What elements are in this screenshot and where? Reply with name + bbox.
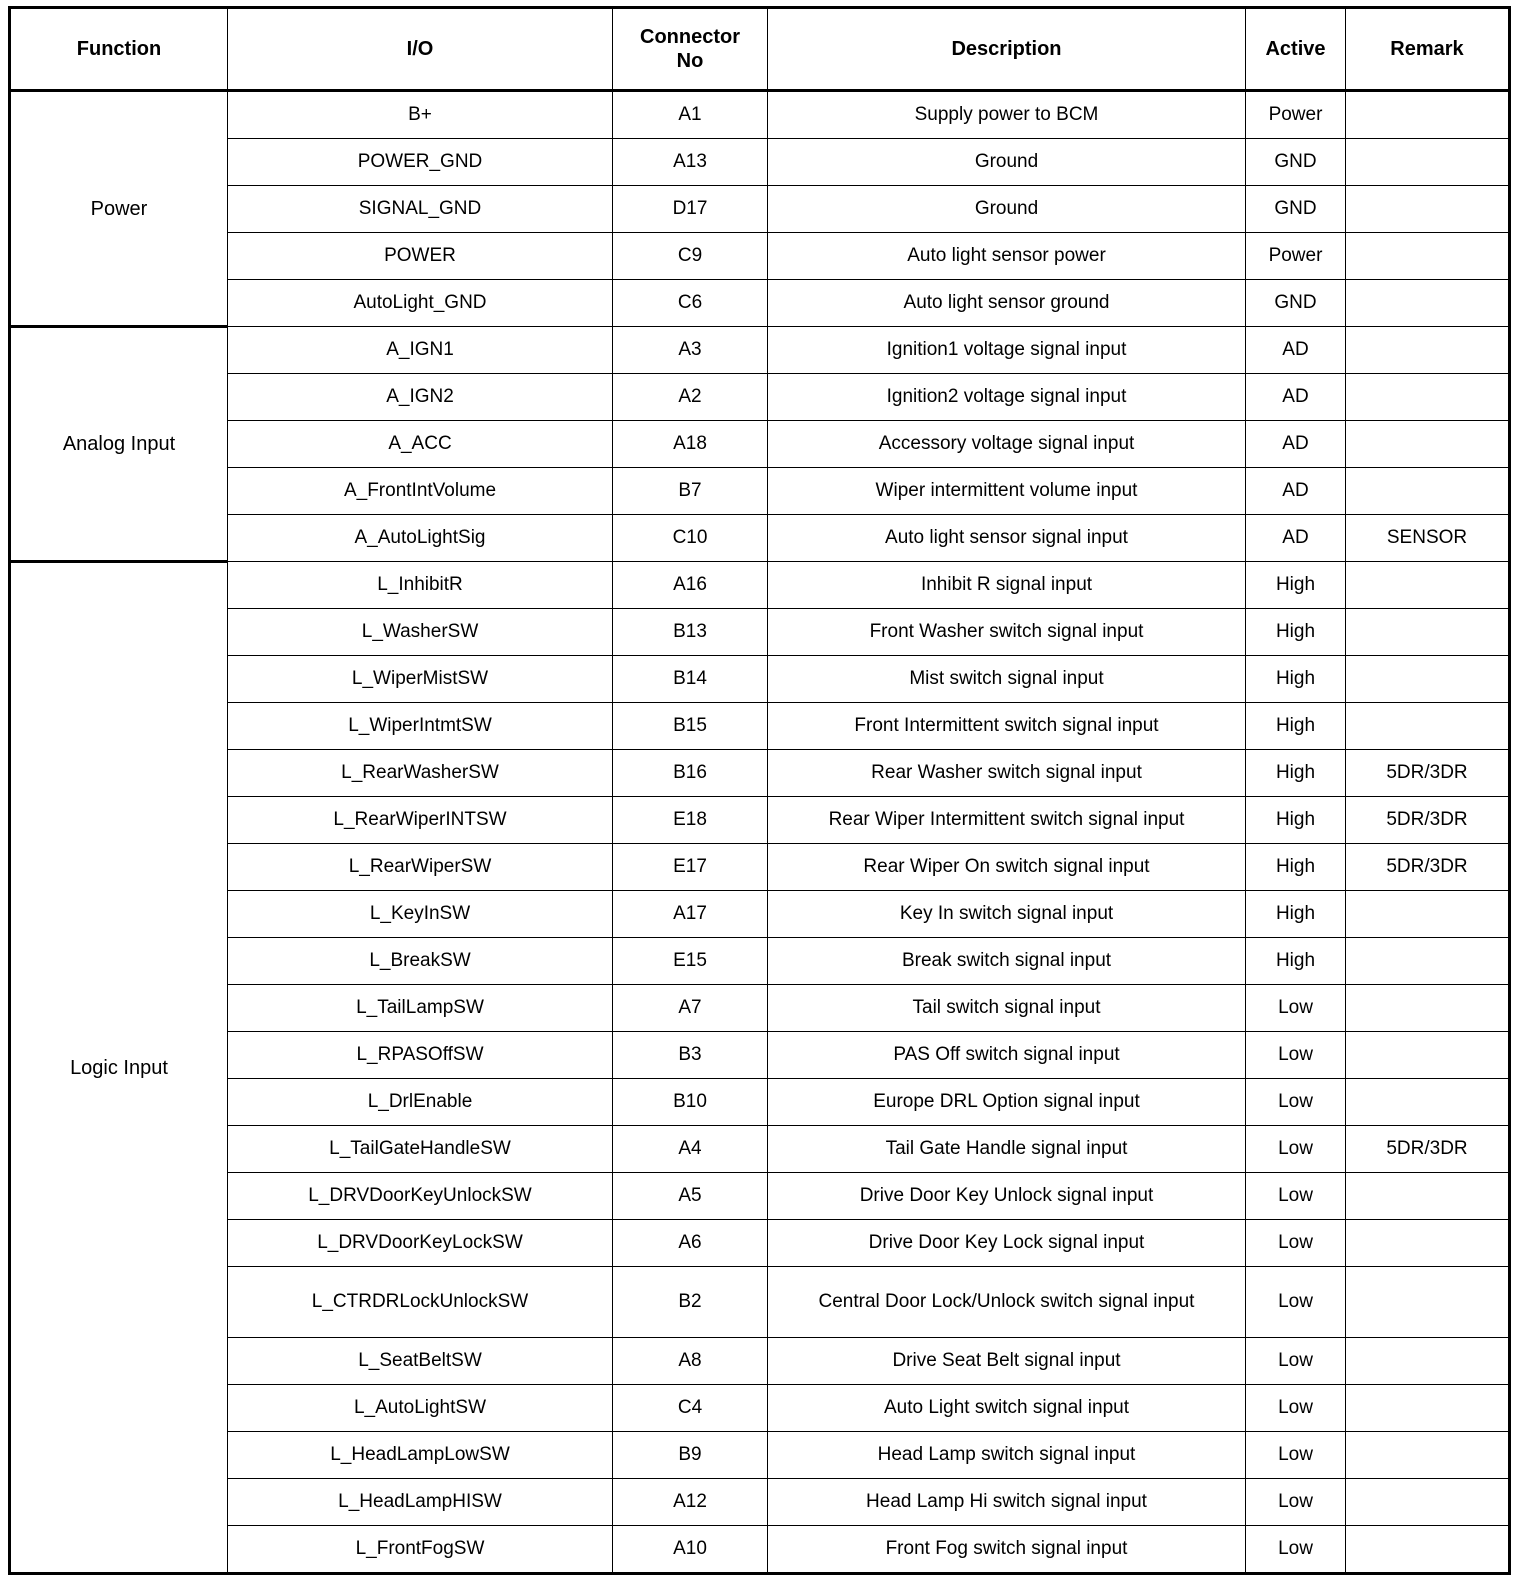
connector-cell: B9 <box>613 1432 768 1479</box>
io-cell: L_DrlEnable <box>228 1079 613 1126</box>
table-row <box>10 938 1510 985</box>
column-header-active: Active <box>1246 8 1346 91</box>
function-group-cell: Power <box>10 91 228 327</box>
connector-cell: A17 <box>613 891 768 938</box>
remark-cell <box>1346 374 1510 421</box>
io-cell: L_SeatBeltSW <box>228 1338 613 1385</box>
active-cell: Low <box>1246 1267 1346 1338</box>
table-row <box>10 1032 1510 1079</box>
active-cell: AD <box>1246 421 1346 468</box>
connector-cell: A7 <box>613 985 768 1032</box>
io-cell: L_RearWiperINTSW <box>228 797 613 844</box>
table-row <box>10 233 1510 280</box>
active-cell: GND <box>1246 186 1346 233</box>
active-cell: Low <box>1246 1385 1346 1432</box>
table-row <box>10 750 1510 797</box>
io-cell: A_ACC <box>228 421 613 468</box>
description-cell: Auto light sensor signal input <box>768 515 1246 562</box>
io-cell: L_FrontFogSW <box>228 1526 613 1574</box>
connector-cell: B10 <box>613 1079 768 1126</box>
connector-cell: D17 <box>613 186 768 233</box>
connector-cell: E17 <box>613 844 768 891</box>
description-cell: Front Intermittent switch signal input <box>768 703 1246 750</box>
active-cell: AD <box>1246 515 1346 562</box>
io-cell: L_AutoLightSW <box>228 1385 613 1432</box>
table-row <box>10 1079 1510 1126</box>
remark-cell <box>1346 609 1510 656</box>
remark-cell <box>1346 562 1510 609</box>
io-cell: L_DRVDoorKeyLockSW <box>228 1220 613 1267</box>
table-row <box>10 468 1510 515</box>
active-cell: High <box>1246 797 1346 844</box>
table-body <box>10 91 1510 1574</box>
column-header-function: Function <box>10 8 228 91</box>
remark-cell <box>1346 1220 1510 1267</box>
remark-cell <box>1346 656 1510 703</box>
connector-cell: B16 <box>613 750 768 797</box>
table-row <box>10 562 1510 609</box>
io-cell: L_WiperMistSW <box>228 656 613 703</box>
connector-cell: B14 <box>613 656 768 703</box>
table-row <box>10 327 1510 374</box>
description-cell: Rear Wiper On switch signal input <box>768 844 1246 891</box>
connector-cell: A1 <box>613 91 768 139</box>
remark-cell <box>1346 985 1510 1032</box>
active-cell: High <box>1246 703 1346 750</box>
connector-cell: A6 <box>613 1220 768 1267</box>
description-cell: Break switch signal input <box>768 938 1246 985</box>
table-row <box>10 703 1510 750</box>
active-cell: Power <box>1246 233 1346 280</box>
remark-cell <box>1346 703 1510 750</box>
remark-cell <box>1346 1032 1510 1079</box>
remark-cell: 5DR/3DR <box>1346 844 1510 891</box>
remark-cell <box>1346 1079 1510 1126</box>
table-row <box>10 656 1510 703</box>
io-cell: L_WasherSW <box>228 609 613 656</box>
io-cell: B+ <box>228 91 613 139</box>
table-row <box>10 1526 1510 1574</box>
column-header-description: Description <box>768 8 1246 91</box>
description-cell: Drive Door Key Lock signal input <box>768 1220 1246 1267</box>
description-cell: Front Washer switch signal input <box>768 609 1246 656</box>
active-cell: Low <box>1246 1338 1346 1385</box>
remark-cell <box>1346 1338 1510 1385</box>
table-header <box>10 8 1510 91</box>
active-cell: AD <box>1246 468 1346 515</box>
io-cell: L_WiperIntmtSW <box>228 703 613 750</box>
remark-cell <box>1346 468 1510 515</box>
active-cell: AD <box>1246 374 1346 421</box>
remark-cell: 5DR/3DR <box>1346 797 1510 844</box>
remark-cell: 5DR/3DR <box>1346 750 1510 797</box>
active-cell: Low <box>1246 985 1346 1032</box>
connector-cell: E18 <box>613 797 768 844</box>
column-header-connector-no <box>613 8 768 91</box>
active-cell: Low <box>1246 1220 1346 1267</box>
table-row <box>10 844 1510 891</box>
remark-cell <box>1346 327 1510 374</box>
table-row <box>10 515 1510 562</box>
io-cell: L_RPASOffSW <box>228 1032 613 1079</box>
column-header-io: I/O <box>228 8 613 91</box>
remark-cell <box>1346 1267 1510 1338</box>
description-cell: Head Lamp switch signal input <box>768 1432 1246 1479</box>
remark-cell <box>1346 1385 1510 1432</box>
column-header-connector-line2: No <box>676 50 704 72</box>
remark-cell: SENSOR <box>1346 515 1510 562</box>
table-row <box>10 139 1510 186</box>
table-row <box>10 1479 1510 1526</box>
remark-cell <box>1346 1526 1510 1574</box>
io-cell: A_IGN2 <box>228 374 613 421</box>
table-row <box>10 985 1510 1032</box>
active-cell: GND <box>1246 139 1346 186</box>
remark-cell <box>1346 421 1510 468</box>
description-cell: Auto light sensor ground <box>768 280 1246 327</box>
active-cell: High <box>1246 844 1346 891</box>
io-cell: L_HeadLampHISW <box>228 1479 613 1526</box>
connector-cell: C4 <box>613 1385 768 1432</box>
description-cell: Front Fog switch signal input <box>768 1526 1246 1574</box>
connector-cell: A2 <box>613 374 768 421</box>
active-cell: Low <box>1246 1079 1346 1126</box>
io-cell: L_DRVDoorKeyUnlockSW <box>228 1173 613 1220</box>
connector-cell: B2 <box>613 1267 768 1338</box>
remark-cell <box>1346 139 1510 186</box>
connector-cell: A5 <box>613 1173 768 1220</box>
description-cell: Rear Wiper Intermittent switch signal input <box>768 797 1246 844</box>
io-cell: L_TailGateHandleSW <box>228 1126 613 1173</box>
table-row <box>10 280 1510 327</box>
io-cell: L_InhibitR <box>228 562 613 609</box>
active-cell: Low <box>1246 1432 1346 1479</box>
active-cell: Low <box>1246 1126 1346 1173</box>
description-cell: Drive Seat Belt signal input <box>768 1338 1246 1385</box>
description-cell: Ground <box>768 139 1246 186</box>
active-cell: Low <box>1246 1032 1346 1079</box>
function-group-cell: Logic Input <box>10 562 228 1574</box>
table-row <box>10 91 1510 139</box>
io-cell: AutoLight_GND <box>228 280 613 327</box>
description-cell: Supply power to BCM <box>768 91 1246 139</box>
description-cell: Ignition1 voltage signal input <box>768 327 1246 374</box>
header-row <box>10 8 1510 91</box>
description-cell: Head Lamp Hi switch signal input <box>768 1479 1246 1526</box>
connector-cell: A13 <box>613 139 768 186</box>
connector-cell: A3 <box>613 327 768 374</box>
bcm-pinout-table <box>8 6 1511 1575</box>
description-cell: Rear Washer switch signal input <box>768 750 1246 797</box>
connector-cell: C9 <box>613 233 768 280</box>
active-cell: High <box>1246 938 1346 985</box>
connector-cell: A12 <box>613 1479 768 1526</box>
io-cell: L_TailLampSW <box>228 985 613 1032</box>
table-row <box>10 609 1510 656</box>
table-row <box>10 1220 1510 1267</box>
io-cell: A_FrontIntVolume <box>228 468 613 515</box>
io-cell: L_HeadLampLowSW <box>228 1432 613 1479</box>
io-cell: POWER <box>228 233 613 280</box>
io-cell: L_BreakSW <box>228 938 613 985</box>
active-cell: High <box>1246 656 1346 703</box>
connector-cell: C6 <box>613 280 768 327</box>
description-cell: Central Door Lock/Unlock switch signal input <box>768 1267 1246 1338</box>
connector-cell: E15 <box>613 938 768 985</box>
active-cell: GND <box>1246 280 1346 327</box>
io-cell: A_AutoLightSig <box>228 515 613 562</box>
table-row <box>10 1126 1510 1173</box>
active-cell: Low <box>1246 1526 1346 1574</box>
remark-cell <box>1346 1479 1510 1526</box>
io-cell: L_RearWasherSW <box>228 750 613 797</box>
table-row <box>10 421 1510 468</box>
column-header-connector-line1: Connector <box>640 26 740 48</box>
io-cell: SIGNAL_GND <box>228 186 613 233</box>
description-cell: Wiper intermittent volume input <box>768 468 1246 515</box>
description-cell: Key In switch signal input <box>768 891 1246 938</box>
connector-cell: B15 <box>613 703 768 750</box>
description-cell: Europe DRL Option signal input <box>768 1079 1246 1126</box>
remark-cell <box>1346 280 1510 327</box>
io-cell: L_RearWiperSW <box>228 844 613 891</box>
description-cell: Tail Gate Handle signal input <box>768 1126 1246 1173</box>
connector-cell: A8 <box>613 1338 768 1385</box>
remark-cell: 5DR/3DR <box>1346 1126 1510 1173</box>
table-row <box>10 1173 1510 1220</box>
active-cell: Low <box>1246 1479 1346 1526</box>
description-cell: Tail switch signal input <box>768 985 1246 1032</box>
connector-cell: A4 <box>613 1126 768 1173</box>
active-cell: High <box>1246 562 1346 609</box>
description-cell: Ignition2 voltage signal input <box>768 374 1246 421</box>
description-cell: Auto light sensor power <box>768 233 1246 280</box>
remark-cell <box>1346 1432 1510 1479</box>
table-row <box>10 1385 1510 1432</box>
table-row <box>10 186 1510 233</box>
active-cell: High <box>1246 609 1346 656</box>
description-cell: Auto Light switch signal input <box>768 1385 1246 1432</box>
description-cell: Inhibit R signal input <box>768 562 1246 609</box>
io-cell: L_KeyInSW <box>228 891 613 938</box>
function-group-cell: Analog Input <box>10 327 228 562</box>
table-row <box>10 797 1510 844</box>
io-cell: A_IGN1 <box>228 327 613 374</box>
io-cell: L_CTRDRLockUnlockSW <box>228 1267 613 1338</box>
connector-cell: A10 <box>613 1526 768 1574</box>
column-header-remark: Remark <box>1346 8 1510 91</box>
description-cell: PAS Off switch signal input <box>768 1032 1246 1079</box>
active-cell: High <box>1246 750 1346 797</box>
description-cell: Accessory voltage signal input <box>768 421 1246 468</box>
active-cell: AD <box>1246 327 1346 374</box>
remark-cell <box>1346 186 1510 233</box>
io-cell: POWER_GND <box>228 139 613 186</box>
remark-cell <box>1346 891 1510 938</box>
remark-cell <box>1346 91 1510 139</box>
description-cell: Ground <box>768 186 1246 233</box>
active-cell: High <box>1246 891 1346 938</box>
active-cell: Power <box>1246 91 1346 139</box>
remark-cell <box>1346 233 1510 280</box>
connector-cell: A16 <box>613 562 768 609</box>
description-cell: Drive Door Key Unlock signal input <box>768 1173 1246 1220</box>
active-cell: Low <box>1246 1173 1346 1220</box>
connector-cell: B13 <box>613 609 768 656</box>
table-row <box>10 1338 1510 1385</box>
table-row <box>10 891 1510 938</box>
connector-cell: A18 <box>613 421 768 468</box>
remark-cell <box>1346 1173 1510 1220</box>
connector-cell: C10 <box>613 515 768 562</box>
table-row <box>10 374 1510 421</box>
remark-cell <box>1346 938 1510 985</box>
table-row <box>10 1432 1510 1479</box>
connector-cell: B3 <box>613 1032 768 1079</box>
connector-cell: B7 <box>613 468 768 515</box>
description-cell: Mist switch signal input <box>768 656 1246 703</box>
table-row <box>10 1267 1510 1338</box>
